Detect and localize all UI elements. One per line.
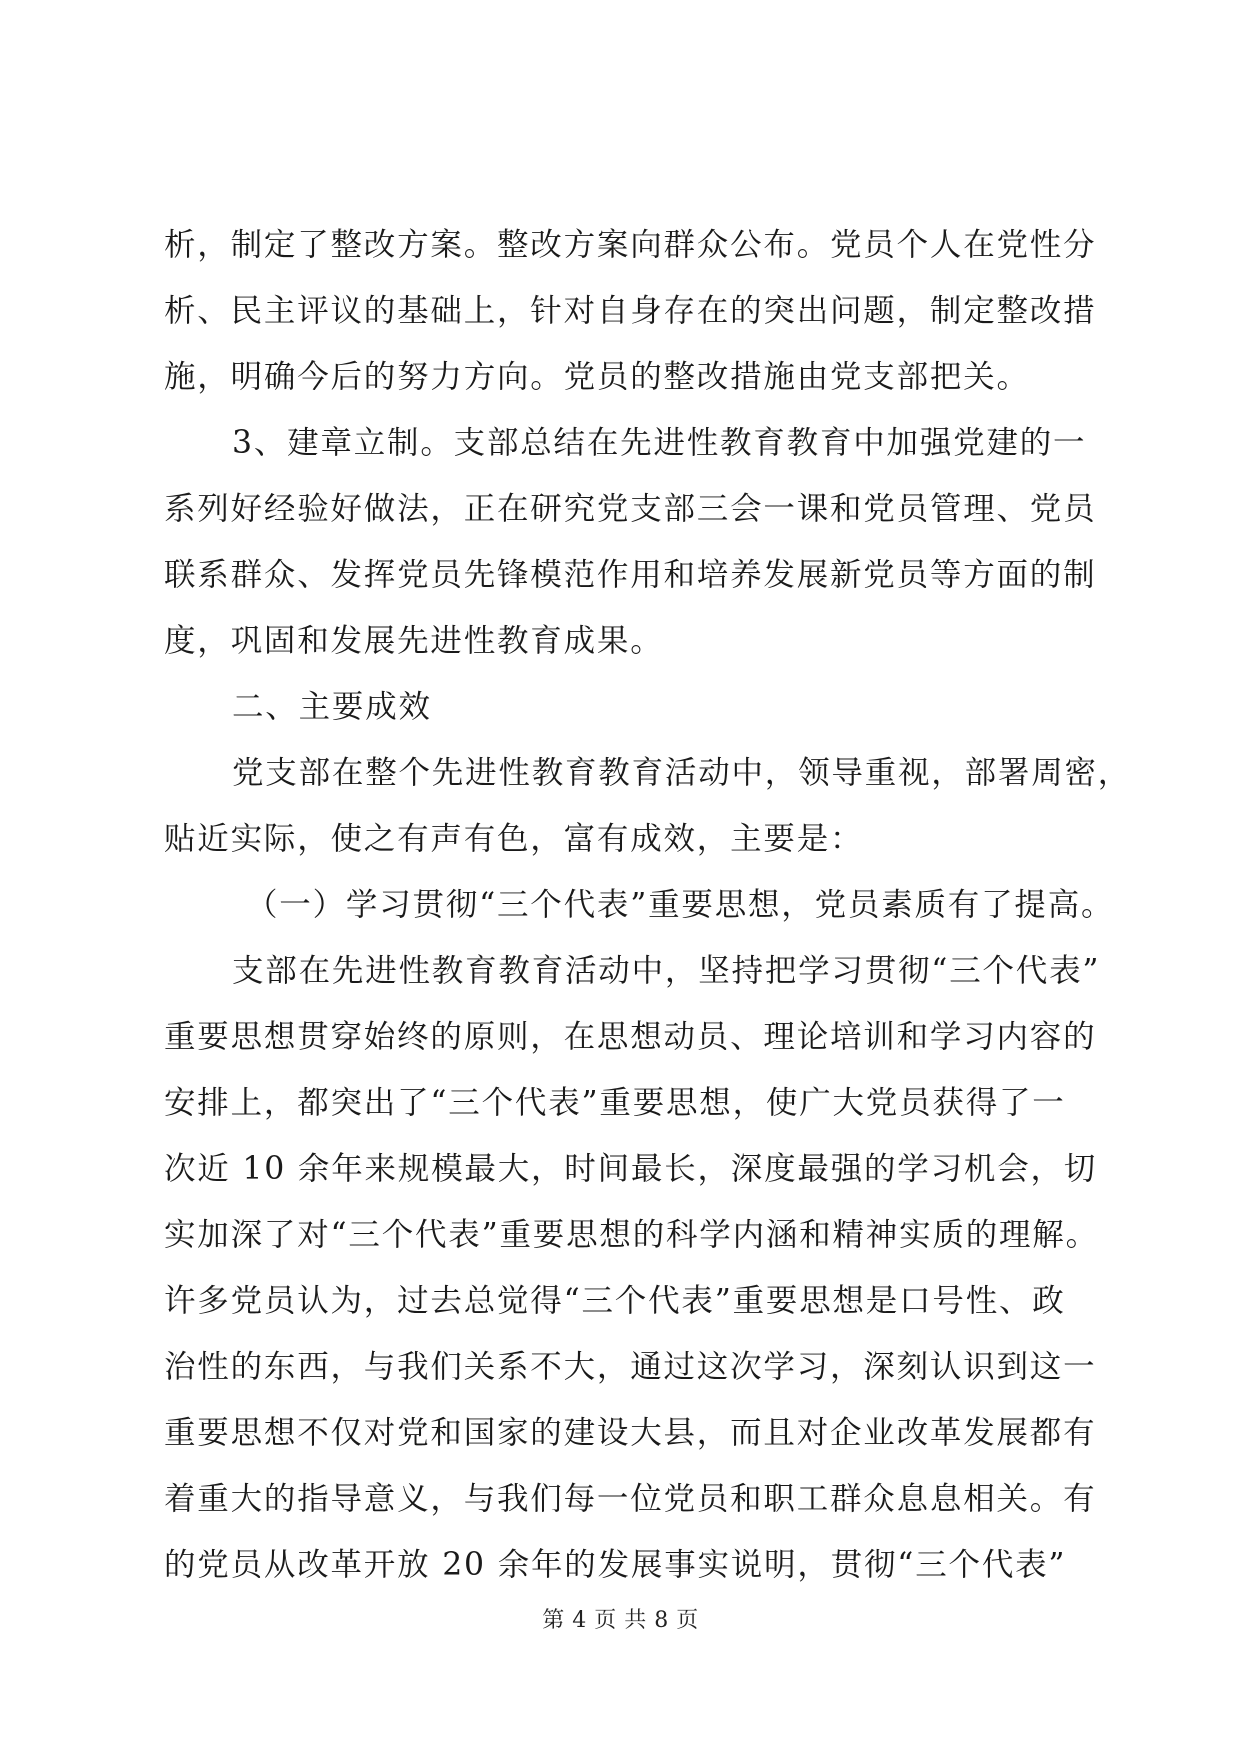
paragraph-line: 安排上，都突出了“三个代表”重要思想，使广大党员获得了一 — [164, 1085, 1066, 1121]
paragraph-line: 支部在先进性教育教育活动中，坚持把学习贯彻“三个代表” — [232, 953, 1101, 989]
paragraph-line: 度，巩固和发展先进性教育成果。 — [164, 623, 664, 659]
page-number-footer: 第 4 页 共 8 页 — [542, 1608, 699, 1633]
paragraph-line: 联系群众、发挥党员先锋模范作用和培养发展新党员等方面的制 — [164, 557, 1097, 593]
paragraph-line: 次近 10 余年来规模最大，时间最长，深度最强的学习机会，切 — [164, 1151, 1098, 1187]
paragraph-line: 的党员从改革开放 20 余年的发展事实说明，贯彻“三个代表” — [164, 1547, 1067, 1583]
paragraph-line: 重要思想不仅对党和国家的建设大县，而且对企业改革发展都有 — [164, 1415, 1097, 1451]
paragraph-line: 治性的东西，与我们关系不大，通过这次学习，深刻认识到这一 — [164, 1349, 1097, 1385]
paragraph-line: 系列好经验好做法，正在研究党支部三会一课和党员管理、党员 — [164, 491, 1097, 527]
subsection-heading: （一）学习贯彻“三个代表”重要思想，党员素质有了提高。 — [246, 887, 1115, 923]
paragraph-line: 3、建章立制。支部总结在先进性教育教育中加强党建的一 — [232, 425, 1087, 461]
paragraph-line: 析、民主评议的基础上，针对自身存在的突出问题，制定整改措 — [164, 293, 1097, 329]
paragraph-line: 党支部在整个先进性教育教育活动中，领导重视，部署周密， — [232, 755, 1132, 791]
paragraph-line: 贴近实际，使之有声有色，富有成效，主要是： — [164, 821, 864, 857]
paragraph-line: 许多党员认为，过去总觉得“三个代表”重要思想是口号性、政 — [164, 1283, 1066, 1319]
paragraph-line: 着重大的指导意义，与我们每一位党员和职工群众息息相关。有 — [164, 1481, 1097, 1517]
paragraph-line: 实加深了对“三个代表”重要思想的科学内涵和精神实质的理解。 — [164, 1217, 1099, 1253]
paragraph-line: 重要思想贯穿始终的原则，在思想动员、理论培训和学习内容的 — [164, 1019, 1097, 1055]
section-heading: 二、主要成效 — [232, 689, 432, 725]
paragraph-line: 施，明确今后的努力方向。党员的整改措施由党支部把关。 — [164, 359, 1030, 395]
paragraph-line: 析，制定了整改方案。整改方案向群众公布。党员个人在党性分 — [164, 227, 1097, 263]
